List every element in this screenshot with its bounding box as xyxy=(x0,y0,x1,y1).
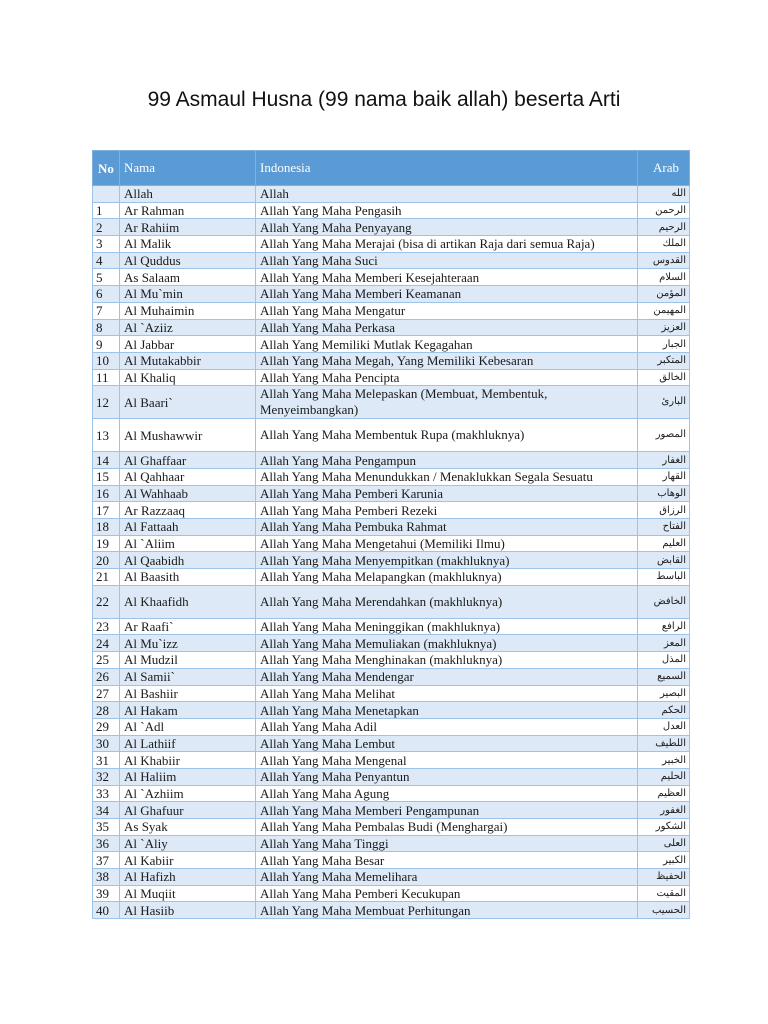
row-meaning: Allah Yang Maha Agung xyxy=(256,785,638,802)
row-number: 2 xyxy=(93,219,120,236)
row-arabic: الغفار xyxy=(638,452,690,469)
row-arabic: المتكبر xyxy=(638,352,690,369)
row-name: Al Quddus xyxy=(120,252,256,269)
row-name: As Salaam xyxy=(120,269,256,286)
row-arabic: العزيز xyxy=(638,319,690,336)
row-number: 5 xyxy=(93,269,120,286)
row-meaning: Allah Yang Maha Besar xyxy=(256,852,638,869)
table-row xyxy=(93,269,690,286)
row-arabic: القابض xyxy=(638,552,690,569)
row-meaning: Allah Yang Maha Pemberi Kecukupan xyxy=(256,885,638,902)
row-meaning: Allah Yang Maha Membuat Perhitungan xyxy=(256,902,638,919)
table-row xyxy=(93,219,690,236)
row-arabic: القهار xyxy=(638,468,690,485)
table-row xyxy=(93,236,690,253)
row-arabic: العظيم xyxy=(638,785,690,802)
row-meaning: Allah Yang Maha Pemberi Karunia xyxy=(256,485,638,502)
row-number: 3 xyxy=(93,236,120,253)
row-arabic: البارئ xyxy=(638,386,690,419)
row-meaning: Allah Yang Maha Merajai (bisa di artikan Raja dari semua Raja) xyxy=(256,236,638,253)
row-meaning: Allah Yang Maha Pembuka Rahmat xyxy=(256,519,638,536)
row-meaning: Allah Yang Maha Perkasa xyxy=(256,319,638,336)
row-arabic: الجبار xyxy=(638,336,690,353)
row-meaning: Allah Yang Maha Menyempitkan (makhluknya) xyxy=(256,552,638,569)
row-name: Al Lathiif xyxy=(120,735,256,752)
header-no: No xyxy=(93,151,120,186)
row-name: Al Haliim xyxy=(120,768,256,785)
row-meaning: Allah Yang Maha Memberi Kesejahteraan xyxy=(256,269,638,286)
header-arab: Arab xyxy=(638,151,690,186)
row-number: 40 xyxy=(93,902,120,919)
row-number: 23 xyxy=(93,618,120,635)
row-number: 35 xyxy=(93,819,120,836)
row-number: 30 xyxy=(93,735,120,752)
row-number: 38 xyxy=(93,869,120,886)
row-number: 25 xyxy=(93,652,120,669)
row-meaning: Allah Yang Maha Menundukkan / Menaklukkan Segala Sesuatu xyxy=(256,468,638,485)
row-name: Al Samii` xyxy=(120,668,256,685)
table-row xyxy=(93,502,690,519)
row-meaning: Allah xyxy=(256,186,638,203)
row-meaning: Allah Yang Maha Penyantun xyxy=(256,768,638,785)
row-meaning: Allah Yang Maha Mengenal xyxy=(256,752,638,769)
table-row xyxy=(93,668,690,685)
table-row xyxy=(93,186,690,203)
row-meaning: Allah Yang Maha Menetapkan xyxy=(256,702,638,719)
row-name: Al Ghafuur xyxy=(120,802,256,819)
row-number: 7 xyxy=(93,302,120,319)
row-name: Al Khaliq xyxy=(120,369,256,386)
row-number: 29 xyxy=(93,718,120,735)
row-meaning: Allah Yang Maha Pengasih xyxy=(256,202,638,219)
table-row xyxy=(93,835,690,852)
table-row xyxy=(93,635,690,652)
row-name: Al Mu`izz xyxy=(120,635,256,652)
row-number: 20 xyxy=(93,552,120,569)
row-meaning: Allah Yang Maha Membentuk Rupa (makhluknya) xyxy=(256,419,638,452)
row-name: Al Qaabidh xyxy=(120,552,256,569)
table-row xyxy=(93,485,690,502)
row-arabic: اللطيف xyxy=(638,735,690,752)
row-meaning: Allah Yang Maha Pembalas Budi (Menghargai) xyxy=(256,819,638,836)
row-meaning: Allah Yang Maha Penyayang xyxy=(256,219,638,236)
row-number: 1 xyxy=(93,202,120,219)
row-number: 36 xyxy=(93,835,120,852)
row-name: Al Malik xyxy=(120,236,256,253)
row-name: Al Muqiit xyxy=(120,885,256,902)
row-number: 18 xyxy=(93,519,120,536)
row-meaning: Allah Yang Maha Menghinakan (makhluknya) xyxy=(256,652,638,669)
asmaul-husna-table xyxy=(92,150,690,919)
row-name: Al Baari` xyxy=(120,386,256,419)
row-name: Al Mu`min xyxy=(120,286,256,303)
row-meaning: Allah Yang Maha Suci xyxy=(256,252,638,269)
table-row xyxy=(93,286,690,303)
row-arabic: السلام xyxy=(638,269,690,286)
row-number: 17 xyxy=(93,502,120,519)
table-row xyxy=(93,768,690,785)
row-name: Al Ghaffaar xyxy=(120,452,256,469)
row-number: 15 xyxy=(93,468,120,485)
page-title: 99 Asmaul Husna (99 nama baik allah) beserta Arti xyxy=(147,88,621,111)
table-row xyxy=(93,369,690,386)
row-arabic: الرحمن xyxy=(638,202,690,219)
row-meaning: Allah Yang Maha Merendahkan (makhluknya) xyxy=(256,585,638,618)
row-number: 13 xyxy=(93,419,120,452)
row-arabic: الرحيم xyxy=(638,219,690,236)
row-arabic: الخبير xyxy=(638,752,690,769)
row-arabic: المهيمن xyxy=(638,302,690,319)
row-arabic: البصير xyxy=(638,685,690,702)
row-meaning: Allah Yang Maha Memelihara xyxy=(256,869,638,886)
row-arabic: الشكور xyxy=(638,819,690,836)
table-row xyxy=(93,552,690,569)
row-meaning: Allah Yang Maha Adil xyxy=(256,718,638,735)
table-row xyxy=(93,685,690,702)
row-name: Ar Rahman xyxy=(120,202,256,219)
row-arabic: الفتاح xyxy=(638,519,690,536)
row-name: Al `Aliy xyxy=(120,835,256,852)
row-number: 8 xyxy=(93,319,120,336)
row-arabic: الحكم xyxy=(638,702,690,719)
row-name: Ar Razzaaq xyxy=(120,502,256,519)
row-number: 34 xyxy=(93,802,120,819)
row-number: 24 xyxy=(93,635,120,652)
row-name: Al Muhaimin xyxy=(120,302,256,319)
row-name: As Syak xyxy=(120,819,256,836)
table-row xyxy=(93,419,690,452)
table-row xyxy=(93,336,690,353)
header-nama: Nama xyxy=(120,151,256,186)
row-name: Al Khabiir xyxy=(120,752,256,769)
row-meaning: Allah Yang Maha Melapangkan (makhluknya) xyxy=(256,569,638,586)
row-meaning: Allah Yang Maha Megah, Yang Memiliki Kebesaran xyxy=(256,352,638,369)
row-name: Al Hafizh xyxy=(120,869,256,886)
row-arabic: المؤمن xyxy=(638,286,690,303)
row-arabic: العلى xyxy=(638,835,690,852)
row-arabic: العليم xyxy=(638,535,690,552)
row-number: 39 xyxy=(93,885,120,902)
row-number: 31 xyxy=(93,752,120,769)
table-row xyxy=(93,718,690,735)
table-row xyxy=(93,785,690,802)
row-meaning: Allah Yang Memiliki Mutlak Kegagahan xyxy=(256,336,638,353)
row-number: 4 xyxy=(93,252,120,269)
row-name: Al `Aliim xyxy=(120,535,256,552)
table-row xyxy=(93,452,690,469)
row-meaning: Allah Yang Maha Lembut xyxy=(256,735,638,752)
row-number: 9 xyxy=(93,336,120,353)
row-arabic: الخالق xyxy=(638,369,690,386)
row-name: Al Mutakabbir xyxy=(120,352,256,369)
row-name: Allah xyxy=(120,186,256,203)
row-number: 12 xyxy=(93,386,120,419)
row-arabic: المعز xyxy=(638,635,690,652)
table-row xyxy=(93,302,690,319)
row-number: 26 xyxy=(93,668,120,685)
row-name: Al Mudzil xyxy=(120,652,256,669)
row-name: Al `Azhiim xyxy=(120,785,256,802)
row-name: Al Khaafidh xyxy=(120,585,256,618)
table-row xyxy=(93,468,690,485)
table-row xyxy=(93,702,690,719)
row-number: 11 xyxy=(93,369,120,386)
table-body xyxy=(93,186,690,919)
row-meaning: Allah Yang Maha Meninggikan (makhluknya) xyxy=(256,618,638,635)
row-number: 28 xyxy=(93,702,120,719)
table-row xyxy=(93,519,690,536)
row-number xyxy=(93,186,120,203)
table-header xyxy=(93,151,690,186)
row-number: 32 xyxy=(93,768,120,785)
table-row xyxy=(93,852,690,869)
row-number: 27 xyxy=(93,685,120,702)
row-arabic: الباسط xyxy=(638,569,690,586)
row-arabic: المذل xyxy=(638,652,690,669)
row-number: 14 xyxy=(93,452,120,469)
table-row xyxy=(93,869,690,886)
row-name: Al Wahhaab xyxy=(120,485,256,502)
row-arabic: الخافض xyxy=(638,585,690,618)
table-row xyxy=(93,585,690,618)
row-number: 6 xyxy=(93,286,120,303)
row-meaning: Allah Yang Maha Tinggi xyxy=(256,835,638,852)
table-row xyxy=(93,735,690,752)
row-arabic: الحسيب xyxy=(638,902,690,919)
row-name: Al Bashiir xyxy=(120,685,256,702)
row-arabic: الملك xyxy=(638,236,690,253)
row-number: 10 xyxy=(93,352,120,369)
table-row xyxy=(93,386,690,419)
table-row xyxy=(93,535,690,552)
table-row xyxy=(93,252,690,269)
row-name: Al Mushawwir xyxy=(120,419,256,452)
table-row xyxy=(93,802,690,819)
row-arabic: الوهاب xyxy=(638,485,690,502)
row-number: 33 xyxy=(93,785,120,802)
row-name: Al `Aziiz xyxy=(120,319,256,336)
row-arabic: الرزاق xyxy=(638,502,690,519)
row-arabic: العدل xyxy=(638,718,690,735)
row-arabic: الكبير xyxy=(638,852,690,869)
row-arabic: الحفيظ xyxy=(638,869,690,886)
table-row xyxy=(93,902,690,919)
table-row xyxy=(93,885,690,902)
row-arabic: السميع xyxy=(638,668,690,685)
row-number: 22 xyxy=(93,585,120,618)
header-indonesia: Indonesia xyxy=(256,151,638,186)
table-row xyxy=(93,319,690,336)
row-meaning: Allah Yang Maha Melepaskan (Membuat, Membentuk, Menyeimbangkan) xyxy=(256,386,638,419)
table-row xyxy=(93,652,690,669)
row-name: Al Hasiib xyxy=(120,902,256,919)
row-meaning: Allah Yang Maha Mengatur xyxy=(256,302,638,319)
row-number: 19 xyxy=(93,535,120,552)
table-row xyxy=(93,752,690,769)
row-meaning: Allah Yang Maha Pengampun xyxy=(256,452,638,469)
row-name: Al Fattaah xyxy=(120,519,256,536)
row-name: Al Hakam xyxy=(120,702,256,719)
row-meaning: Allah Yang Maha Mendengar xyxy=(256,668,638,685)
row-meaning: Allah Yang Maha Melihat xyxy=(256,685,638,702)
row-name: Ar Rahiim xyxy=(120,219,256,236)
table-row xyxy=(93,569,690,586)
table-row xyxy=(93,352,690,369)
row-meaning: Allah Yang Maha Mengetahui (Memiliki Ilmu) xyxy=(256,535,638,552)
row-name: Al `Adl xyxy=(120,718,256,735)
row-meaning: Allah Yang Maha Pencipta xyxy=(256,369,638,386)
row-arabic: الله xyxy=(638,186,690,203)
row-arabic: الحليم xyxy=(638,768,690,785)
row-arabic: الغفور xyxy=(638,802,690,819)
table-row xyxy=(93,202,690,219)
row-number: 21 xyxy=(93,569,120,586)
row-meaning: Allah Yang Maha Memberi Pengampunan xyxy=(256,802,638,819)
row-arabic: الرافع xyxy=(638,618,690,635)
row-arabic: المصور xyxy=(638,419,690,452)
row-meaning: Allah Yang Maha Memberi Keamanan xyxy=(256,286,638,303)
row-name: Al Jabbar xyxy=(120,336,256,353)
row-number: 16 xyxy=(93,485,120,502)
row-name: Al Kabiir xyxy=(120,852,256,869)
row-arabic: المقيت xyxy=(638,885,690,902)
table-row xyxy=(93,618,690,635)
row-meaning: Allah Yang Maha Memuliakan (makhluknya) xyxy=(256,635,638,652)
row-name: Ar Raafi` xyxy=(120,618,256,635)
row-arabic: القدوس xyxy=(638,252,690,269)
row-number: 37 xyxy=(93,852,120,869)
table-row xyxy=(93,819,690,836)
row-meaning: Allah Yang Maha Pemberi Rezeki xyxy=(256,502,638,519)
row-name: Al Qahhaar xyxy=(120,468,256,485)
row-name: Al Baasith xyxy=(120,569,256,586)
